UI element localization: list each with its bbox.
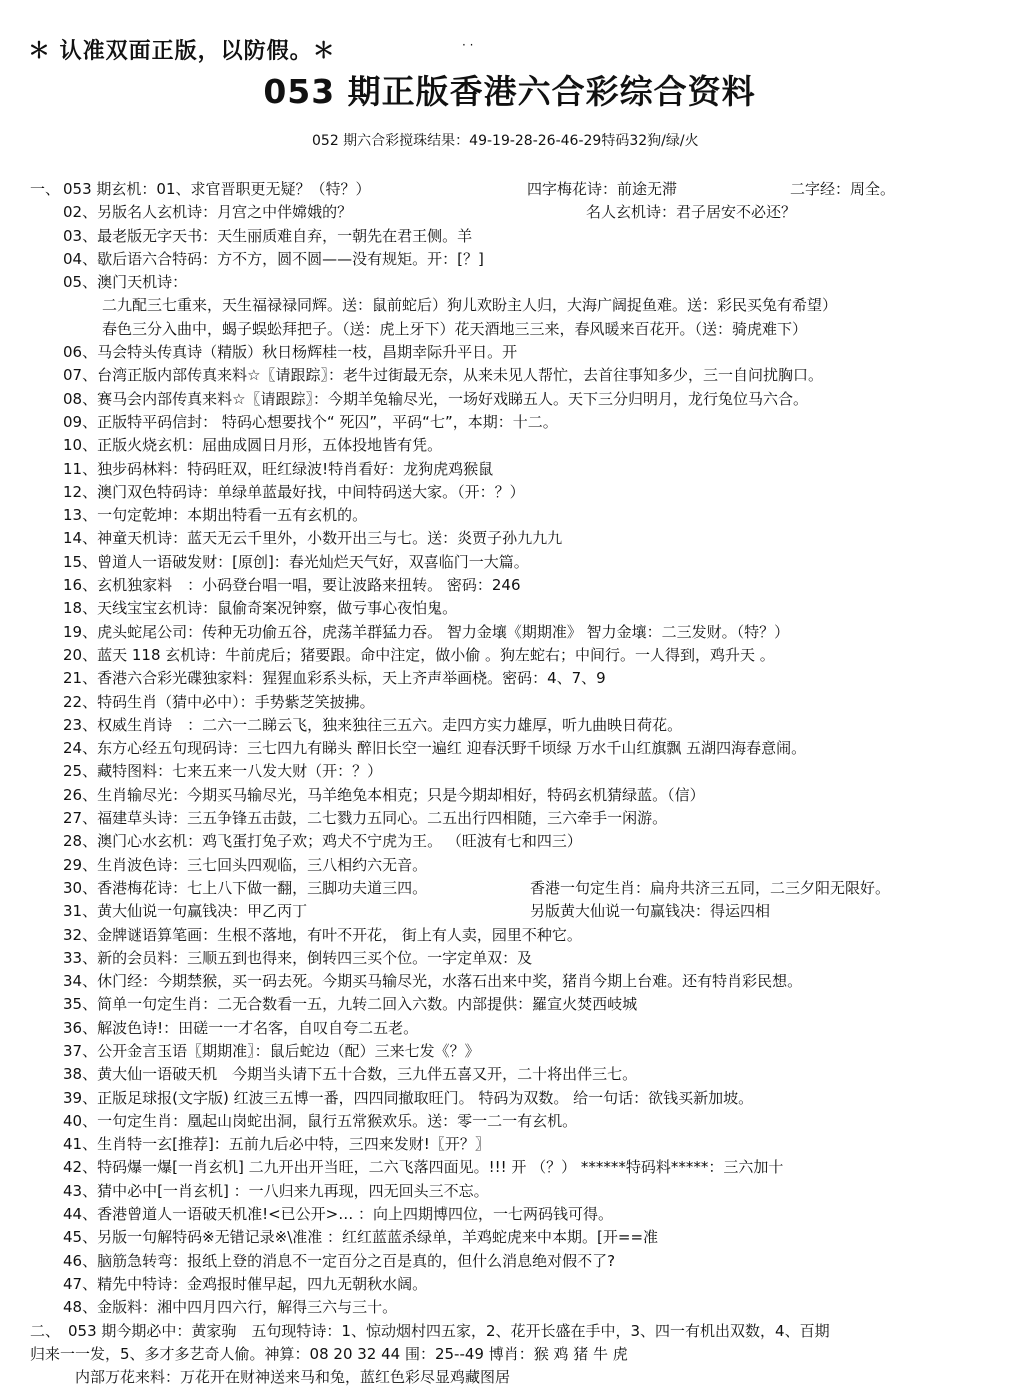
list-item-body — [63, 271, 187, 294]
list-item-text: 权威生肖诗 ：二六一二睇云飞，独来独往三五六。走四方实力雄厚，听九曲映日荷花。 — [97, 715, 683, 734]
list-item — [30, 1180, 1005, 1203]
list-item — [30, 574, 1005, 597]
list-item-number: 21、 — [63, 669, 98, 688]
list-item — [30, 458, 1005, 481]
list-item-text: 生肖输尽光：今期买马输尽光，马羊绝兔本相克；只是今期却相好，特码玄机猜绿蓝。（信） — [97, 785, 705, 804]
list-item-body — [63, 1250, 615, 1273]
list-item — [30, 364, 1005, 387]
list-item-number: 13、 — [63, 506, 98, 525]
list-item-number: 37、 — [63, 1041, 98, 1060]
list-item — [30, 830, 1005, 853]
list-item-body — [63, 993, 637, 1016]
list-item-text: 香港六合彩光碟独家料：猩猩血彩系头标，天上齐声举画桡。密码：4、7、9 — [97, 669, 606, 688]
list-item — [30, 1133, 1005, 1156]
list-item — [30, 1250, 1005, 1273]
list-item-number: 08、 — [63, 389, 98, 408]
list-item-extra: 二字经：周全。 — [790, 180, 896, 198]
list-item-number: 32、 — [63, 925, 98, 944]
list-item — [30, 1017, 1005, 1040]
list-item-body — [63, 854, 427, 877]
list-item-number: 43、 — [63, 1181, 98, 1200]
list-item — [30, 178, 1005, 201]
list-item — [30, 1296, 1005, 1319]
list-item-text: 澳门心水玄机：鸡飞蛋打兔子欢；鸡犬不宁虎为王。 （旺波有七和四三） — [97, 832, 582, 851]
list-item-number: 41、 — [63, 1135, 98, 1154]
list-item-body — [63, 504, 367, 527]
list-item-body — [63, 1226, 658, 1249]
list-item-body — [63, 1133, 490, 1156]
list-item — [30, 621, 1005, 644]
list-item — [30, 1063, 1005, 1086]
list-item — [30, 1273, 1005, 1296]
list-item-text: 玄机独家料 ：小码登台唱一唱，要让波路来扭转。 密码：246 — [97, 576, 521, 595]
list-item-extra: 香港一句定生肖：扁舟共济三五同，二三夕阳无限好。 — [530, 878, 891, 897]
list-item-text: 歇后语六合特码：方不方，圆不圆——没有规矩。开：[？] — [97, 249, 484, 268]
list-item-number: 04、 — [63, 249, 98, 268]
section2-line — [30, 1366, 1005, 1389]
list-item-number: 28、 — [63, 832, 98, 851]
list-item-body — [63, 411, 558, 434]
list-item-number: 27、 — [63, 809, 98, 828]
list-item-body — [63, 341, 517, 364]
list-item-text: 另版名人玄机诗：月宫之中伴嫦娥的？ — [97, 203, 353, 222]
list-item-number: 31、 — [63, 902, 98, 921]
list-item-number: 40、 — [63, 1111, 98, 1130]
list-item — [30, 1110, 1005, 1133]
list-item — [30, 691, 1005, 714]
list-item — [30, 201, 1005, 224]
list-item-number: 42、 — [63, 1158, 98, 1177]
list-item — [30, 271, 1005, 294]
list-item-text: 独步码林料：特码旺双，旺红绿波!特肖看好：龙狗虎鸡猴鼠 — [97, 459, 494, 478]
list-item-text: 神童天机诗：蓝天无云千里外，小数开出三与七。送：炎贾子孙九九九 — [97, 529, 563, 548]
list-item-text: 脑筋急转弯：报纸上登的消息不一定百分之百是真的，但什么消息绝对假不了? — [97, 1251, 616, 1270]
top-note: ＊ 认准双面正版，以防假。＊ — [28, 39, 336, 64]
list-item — [30, 527, 1005, 550]
list-item — [30, 388, 1005, 411]
section2-line — [30, 1343, 1005, 1366]
list-item — [30, 760, 1005, 783]
list-item-text: 精先中特诗：金鸡报时催早起，四九无朝秋水阔。 — [97, 1274, 428, 1293]
list-item-number: 05、 — [63, 273, 98, 292]
list-item-body — [63, 714, 682, 737]
section-label: 一、 — [30, 180, 61, 198]
list-item-number: 09、 — [63, 412, 98, 431]
list-item-number: 38、 — [63, 1065, 98, 1084]
list-item — [30, 318, 1005, 341]
list-item-number: 19、 — [63, 622, 98, 641]
list-item-number: 22、 — [63, 692, 98, 711]
list-item-text: 公开金言玉语〖期期准〗：鼠后蛇边（配）三来七发《？》 — [97, 1041, 480, 1060]
list-item — [30, 993, 1005, 1016]
list-item — [30, 714, 1005, 737]
list-item-body — [63, 1040, 480, 1063]
list-item — [30, 1203, 1005, 1226]
section2-text: 归来一一发，5、多才多艺奇人偷。神算：08 20 32 44 围：25--49 博肖：猴 鸡 猪 牛 虎 — [30, 1344, 628, 1363]
list-item-text: 简单一句定生肖：二无合数看一五，九转二回入六数。内部提供：羅宣火焚西岐城 — [97, 995, 638, 1014]
list-item-text: 黄大仙一语破天机 今期当头请下五十合数，三九伴五喜又开，二十将出伴三七。 — [97, 1065, 638, 1084]
list-item-body — [63, 621, 789, 644]
list-item-number: 25、 — [63, 762, 98, 781]
section2-text: 内部万花来料：万花开在财神送来马和兔，蓝红色彩尽显鸡藏图居 — [75, 1368, 511, 1387]
list-item — [30, 225, 1005, 248]
list-item — [30, 341, 1005, 364]
list-item — [30, 434, 1005, 457]
content-list — [30, 178, 1005, 1389]
list-item-body — [63, 1180, 489, 1203]
list-item-body — [63, 1087, 753, 1110]
list-item-body — [63, 574, 521, 597]
list-item-body — [63, 691, 375, 714]
list-item-number: 29、 — [63, 855, 98, 874]
list-item-subtext: 二九配三七重来，天生福禄禄同辉。送：鼠前蛇后）狗儿欢盼主人归，大海广阔捉鱼难。送：彩民买兔有希望） — [102, 296, 838, 315]
list-item-body — [63, 1273, 427, 1296]
list-item-body — [63, 1063, 637, 1086]
list-item — [30, 248, 1005, 271]
list-item — [30, 294, 1005, 317]
list-item-text: 休门经：今期禁猴，买一码去死。今期买马输尽光，水落石出来中奖，猪肖今期上台难。还有特肖彩民想。 — [97, 972, 803, 991]
list-item-body — [63, 900, 307, 923]
list-item-text: 最老版无字天书：天生丽质难自弃，一朝先在君王侧。羊 — [97, 226, 473, 245]
list-item — [30, 644, 1005, 667]
list-item-number: 48、 — [63, 1298, 98, 1317]
list-item-text: 生肖特一玄[推荐]：五前九后必中特，三四来发财!〖开？〗 — [97, 1135, 490, 1154]
list-item-body — [63, 201, 352, 224]
list-item-body — [63, 807, 667, 830]
list-item-text: 马会特头传真诗（精版）秋日杨辉桂一枝，昌期幸际升平日。开 — [97, 343, 518, 362]
list-item — [30, 551, 1005, 574]
list-item-body — [63, 924, 582, 947]
list-item-text: 正版特平码信封： 特码心想要找个“ 死囚”，平码“七”，本期：十二。 — [97, 412, 558, 431]
list-item — [30, 1226, 1005, 1249]
list-item-text: 特码爆一爆[一肖玄机] 二九开出开当旺，二六飞落四面见。!!! 开 （？） ******特码料*****：三六加十 — [97, 1158, 784, 1177]
top-dots: · · — [462, 38, 474, 52]
list-item-body — [63, 434, 442, 457]
draw-result: 052 期六合彩搅珠结果：49-19-28-26-46-29特码32狗/绿/火 — [312, 133, 699, 149]
list-item-text: 澳门天机诗： — [97, 273, 188, 292]
list-item-body — [63, 947, 532, 970]
list-item — [30, 737, 1005, 760]
list-item — [30, 970, 1005, 993]
list-item-body — [63, 597, 457, 620]
list-item-text: 解波色诗!：田磋一一才名客，自叹自夸二五老。 — [97, 1018, 419, 1037]
section-label: 二、 — [30, 1321, 61, 1340]
list-item-text: 福建草头诗：三五争锋五击鼓，二七戮力五同心。二五出行四相随，三六牵手一闲游。 — [97, 809, 668, 828]
list-item-body — [63, 1203, 613, 1226]
list-item-number: 15、 — [63, 552, 98, 571]
list-item — [30, 854, 1005, 877]
list-item-number: 18、 — [63, 599, 98, 618]
list-item-number: 34、 — [63, 972, 98, 991]
list-item-body — [63, 225, 472, 248]
list-item-number: 47、 — [63, 1274, 98, 1293]
section2-text: 053 期今期必中：黄家驹 五句现特诗：1、惊动烟村四五家，2、花开长盛在手中，3、四一有机出双数，4、百期 — [68, 1321, 830, 1340]
list-item-text: 正版足球报(文字版) 红波三五博一番，四四同撤取旺门。 特码为双数。 给一句话：欲钱买新加坡。 — [97, 1088, 754, 1107]
page-title: 053 期正版香港六合彩综合资料 — [263, 72, 756, 111]
list-item-number: 16、 — [63, 576, 98, 595]
list-item-text: 01、求官晋职更无疑？（特？） — [156, 180, 371, 198]
list-item-text: 东方心经五句现码诗：三七四九有睇头 醉旧长空一遍红 迎春沃野千顷绿 万水千山红旗飘 五湖四海春意闹。 — [97, 739, 807, 758]
list-item-text: 赛马会内部传真来料☆〖请跟踪〗：今期羊兔输尽光，一场好戏睇五人。天下三分归明月，龙行兔位马六合。 — [97, 389, 809, 408]
list-item-body — [63, 527, 562, 550]
list-item-number: 10、 — [63, 436, 98, 455]
list-item-extra: 四字梅花诗：前途无滞 — [527, 180, 678, 198]
list-item-number: 07、 — [63, 366, 98, 385]
list-item-text: 藏特图料：七来五来一八发大财（开：？） — [97, 762, 383, 781]
list-item-number: 23、 — [63, 715, 98, 734]
list-item-number: 46、 — [63, 1251, 98, 1270]
list-item-body — [63, 364, 823, 387]
list-item-text: 虎头蛇尾公司：传种无功偷五谷，虎荡羊群猛力吞。 智力金壤《期期准》 智力金壤：二三发财。（特？） — [97, 622, 790, 641]
list-item-number: 36、 — [63, 1018, 98, 1037]
list-item-text: 特码生肖（猜中必中）：手势紫芝笑披拂。 — [97, 692, 375, 711]
list-item-body — [63, 760, 382, 783]
list-item-text: 正版火烧玄机：屈曲成圆日月形，五体投地皆有凭。 — [97, 436, 443, 455]
list-item — [30, 1087, 1005, 1110]
list-item-number: 053 期玄机： — [63, 180, 157, 198]
list-item-number: 03、 — [63, 226, 98, 245]
list-item-body — [63, 667, 606, 690]
list-item-text: 澳门双色特码诗：单绿单蓝最好找，中间特码送大家。（开：？） — [97, 482, 525, 501]
list-item-text: 香港曾道人一语破天机准!<已公开>… ：向上四期博四位，一七两码钱可得。 — [97, 1205, 614, 1224]
list-item-number: 20、 — [63, 645, 98, 664]
list-item — [30, 877, 1005, 900]
list-item — [30, 597, 1005, 620]
list-item — [30, 924, 1005, 947]
list-item — [30, 481, 1005, 504]
list-item-number: 30、 — [63, 878, 98, 897]
list-item-text: 蓝天 118 玄机诗：牛前虎后；猪要跟。命中注定，做小偷 。狗左蛇右；中间行。一人得到，鸡升天 。 — [97, 645, 775, 664]
list-item-body — [63, 248, 484, 271]
list-item-number: 45、 — [63, 1228, 98, 1247]
list-item-text: 曾道人一语破发财：[原创]：春光灿烂天气好，双喜临门一大篇。 — [97, 552, 529, 571]
list-item — [30, 1040, 1005, 1063]
list-item-number: 39、 — [63, 1088, 98, 1107]
list-item-text: 黄大仙说一句赢钱决：甲乙丙丁 — [97, 902, 308, 921]
list-item-extra: 名人玄机诗：君子居安不必还？ — [586, 203, 797, 222]
list-item-text: 猜中必中[一肖玄机] ：一八归来九再现，四无回头三不忘。 — [97, 1181, 489, 1200]
list-item-number: 24、 — [63, 739, 98, 758]
section2-line — [30, 1320, 1005, 1343]
list-item-text: 香港梅花诗：七上八下做一翻，三脚功夫道三四。 — [97, 878, 428, 897]
list-item — [30, 411, 1005, 434]
list-item-text: 另版一句解特码※无错记录※\准准 ：红红蓝蓝杀绿单，羊鸡蛇虎来中本期。[开==准 — [97, 1228, 659, 1247]
list-item-body — [63, 388, 808, 411]
list-item-text: 生肖波色诗：三七回头四观临，三八相约六无音。 — [97, 855, 428, 874]
list-item-text: 金牌谜语算笔画：生根不落地，有叶不开花， 街上有人卖，园里不种它。 — [97, 925, 582, 944]
list-item — [30, 807, 1005, 830]
list-item-body — [63, 178, 371, 201]
list-item-text: 一句定生肖：凰起山岗蛇出洞，鼠行五常猴欢乐。送：零一二一有玄机。 — [97, 1111, 578, 1130]
list-item — [30, 784, 1005, 807]
list-item-extra: 另版黄大仙说一句赢钱决：得运四相 — [530, 902, 771, 921]
list-item-number: 06、 — [63, 343, 98, 362]
list-item — [30, 1156, 1005, 1179]
list-item — [30, 947, 1005, 970]
list-item-number: 14、 — [63, 529, 98, 548]
list-item-text: 天线宝宝玄机诗：鼠偷奇案况钟察，做亏事心夜怕鬼。 — [97, 599, 458, 618]
list-item-body — [63, 970, 802, 993]
list-item-text: 新的会员料：三顺五到也得来，倒转四三买个位。一字定单双：及 — [97, 948, 533, 967]
list-item — [30, 504, 1005, 527]
list-item — [30, 900, 1005, 923]
list-item — [30, 667, 1005, 690]
list-item-number: 02、 — [63, 203, 98, 222]
list-item-body — [63, 877, 427, 900]
list-item-body — [63, 830, 582, 853]
list-item-number: 26、 — [63, 785, 98, 804]
list-item-body — [63, 644, 775, 667]
list-item-number: 35、 — [63, 995, 98, 1014]
list-item-body — [63, 737, 806, 760]
list-item-number: 33、 — [63, 948, 98, 967]
list-item-body — [63, 1110, 577, 1133]
list-item-text: 一句定乾坤：本期出特看一五有玄机的。 — [97, 506, 368, 525]
list-item-text: 金版料：湘中四月四六行，解得三六与三十。 — [97, 1298, 398, 1317]
list-item-body — [63, 784, 705, 807]
list-item-number: 12、 — [63, 482, 98, 501]
list-item-body — [63, 1296, 397, 1319]
list-item-subtext: 春色三分入曲中，蝎子蜈蚣拜把子。（送：虎上牙下）花天酒地三三来，春风暖来百花开。（送：骑虎难下） — [102, 319, 808, 338]
list-item-number: 11、 — [63, 459, 98, 478]
list-item-body — [63, 551, 529, 574]
list-item-number: 44、 — [63, 1205, 98, 1224]
list-item-body — [63, 458, 493, 481]
list-item-body — [63, 1017, 418, 1040]
list-item-body — [63, 481, 525, 504]
list-item-text: 台湾正版内部传真来料☆〖请跟踪〗：老牛过街最无奈，从来未见人帮忙，去首往事知多少，三一自问扰胸口。 — [97, 366, 824, 385]
list-item-body — [63, 1156, 783, 1179]
